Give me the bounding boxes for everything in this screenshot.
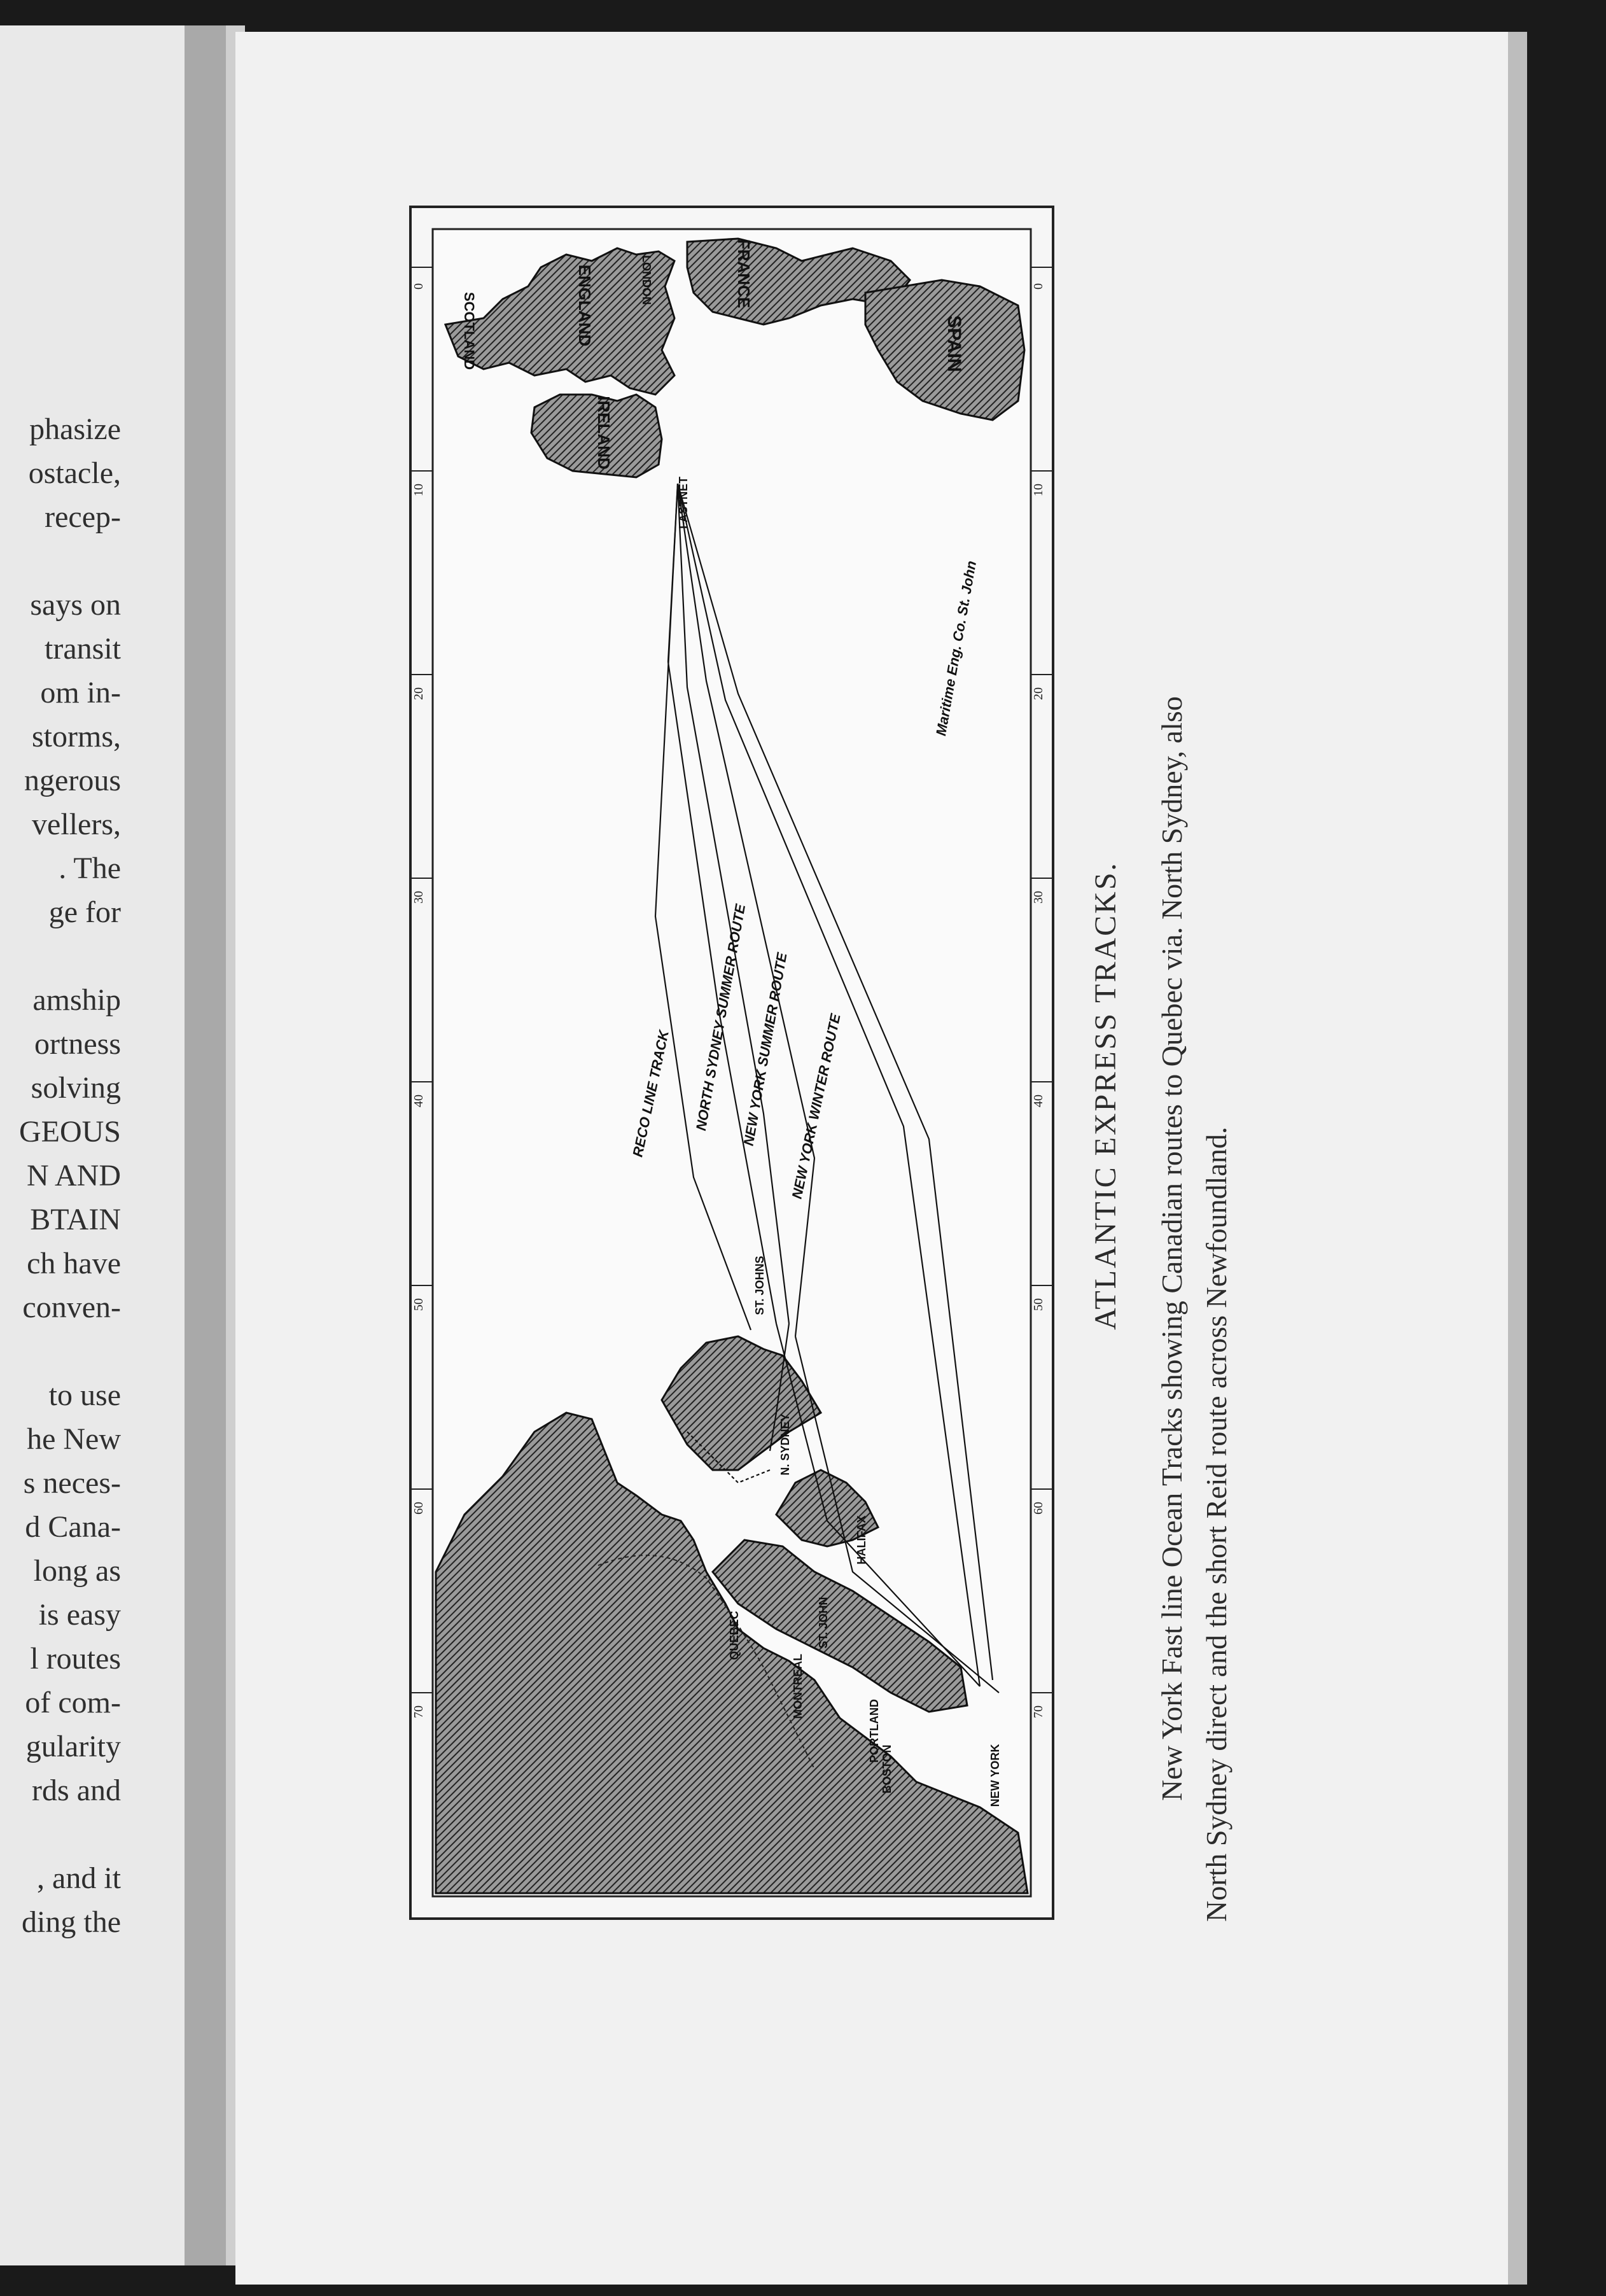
place-label: PORTLAND: [868, 1699, 881, 1763]
map-caption-line-1: New York Fast line Ocean Tracks showing Canadian routes to Quebec via. North Sydney, also: [1156, 696, 1188, 1801]
place-label: N. SYDNEY: [779, 1413, 792, 1476]
longitude-tick-right: 10: [1031, 484, 1045, 496]
route-label: NORTH SYDNEY SUMMER ROUTE: [692, 902, 749, 1132]
left-page-line: he New: [27, 1422, 121, 1456]
left-page-line: BTAIN: [30, 1203, 121, 1236]
place-label: QUEBEC: [728, 1611, 741, 1660]
left-page-line: s neces-: [23, 1466, 121, 1500]
longitude-tick-right: 60: [1031, 1502, 1045, 1515]
left-page-line: [0, 539, 121, 583]
left-page-line: solving: [31, 1071, 121, 1105]
left-page-text: [0, 407, 121, 1944]
left-page-line: om in-: [40, 676, 121, 710]
left-page-line: rds and: [32, 1774, 121, 1807]
left-page-line: . The: [59, 851, 121, 885]
atlantic-map: [407, 204, 1056, 1922]
left-page-line: [0, 1329, 121, 1373]
region-label: SCOTLAND: [461, 291, 477, 370]
region-label: IRELAND: [594, 396, 613, 470]
longitude-tick-left: 30: [412, 891, 426, 904]
left-page-line: GEOUS: [18, 1115, 121, 1149]
region-label: ENGLAND: [575, 264, 594, 347]
left-page-line: l routes: [30, 1642, 121, 1676]
longitude-tick-left: 60: [412, 1502, 426, 1515]
left-page-line: conven-: [22, 1291, 121, 1324]
map-caption-line-2: North Sydney direct and the short Reid route across Newfoundland.: [1200, 1126, 1232, 1922]
left-page-line: to use: [48, 1378, 121, 1412]
left-page-line: [0, 1812, 121, 1856]
place-label: HALIFAX: [855, 1515, 868, 1565]
left-page-line: long as: [33, 1554, 121, 1588]
left-page-line: ostacle,: [28, 456, 121, 490]
longitude-tick-right: 30: [1031, 891, 1045, 904]
longitude-tick-left: 50: [412, 1298, 426, 1311]
map-caption-title: ATLANTIC EXPRESS TRACKS.: [1089, 861, 1122, 1330]
longitude-tick-right: 20: [1031, 687, 1045, 700]
longitude-tick-left: 10: [412, 484, 426, 496]
region-label: SPAIN: [944, 315, 965, 372]
longitude-tick-left: 20: [412, 687, 426, 700]
left-page-line: amship: [32, 983, 121, 1017]
place-label: FASTNET: [677, 476, 690, 529]
engraver-credit: Maritime Eng. Co. St. John: [933, 559, 980, 738]
left-page-line: says on: [30, 588, 121, 622]
region-label: LONDON: [640, 255, 653, 305]
region-label: FRANCE: [734, 239, 753, 309]
left-page-line: , and it: [37, 1861, 121, 1895]
longitude-tick-left: 0: [412, 283, 426, 290]
longitude-tick-left: 40: [412, 1095, 426, 1107]
place-label: ST. JOHN: [817, 1597, 830, 1649]
longitude-tick-right: 70: [1031, 1705, 1045, 1718]
left-page-line: ge for: [48, 895, 121, 929]
left-page-line: vellers,: [32, 808, 121, 841]
left-page-line: gularity: [25, 1730, 121, 1763]
longitude-tick-right: 50: [1031, 1298, 1045, 1311]
place-label: ST. JOHNS: [753, 1256, 766, 1315]
left-page-line: ngerous: [24, 764, 121, 797]
place-label: NEW YORK: [989, 1744, 1002, 1807]
route-label: NEW YORK WINTER ROUTE: [788, 1012, 844, 1201]
left-page-line: transit: [45, 632, 121, 666]
left-page-line: ortness: [34, 1027, 121, 1061]
left-page-line: is easy: [38, 1598, 121, 1632]
longitude-tick-right: 0: [1031, 283, 1045, 290]
left-page-line: ding the: [22, 1905, 121, 1939]
left-page-line: ch have: [27, 1247, 121, 1280]
longitude-tick-right: 40: [1031, 1095, 1045, 1107]
left-page-line: d Cana-: [25, 1510, 121, 1544]
route-label: RECO LINE TRACK: [629, 1028, 672, 1159]
left-page-line: N AND: [26, 1159, 121, 1193]
left-page-line: storms,: [31, 720, 121, 753]
place-label: BOSTON: [881, 1744, 893, 1794]
left-page-line: of com-: [25, 1686, 121, 1719]
left-page-line: phasize: [29, 412, 121, 446]
place-label: MONTREAL: [792, 1654, 804, 1719]
route-label: NEW YORK SUMMER ROUTE: [740, 951, 790, 1147]
left-page-line: recep-: [45, 500, 121, 534]
longitude-tick-left: 70: [412, 1705, 426, 1718]
left-page-line: [0, 934, 121, 978]
